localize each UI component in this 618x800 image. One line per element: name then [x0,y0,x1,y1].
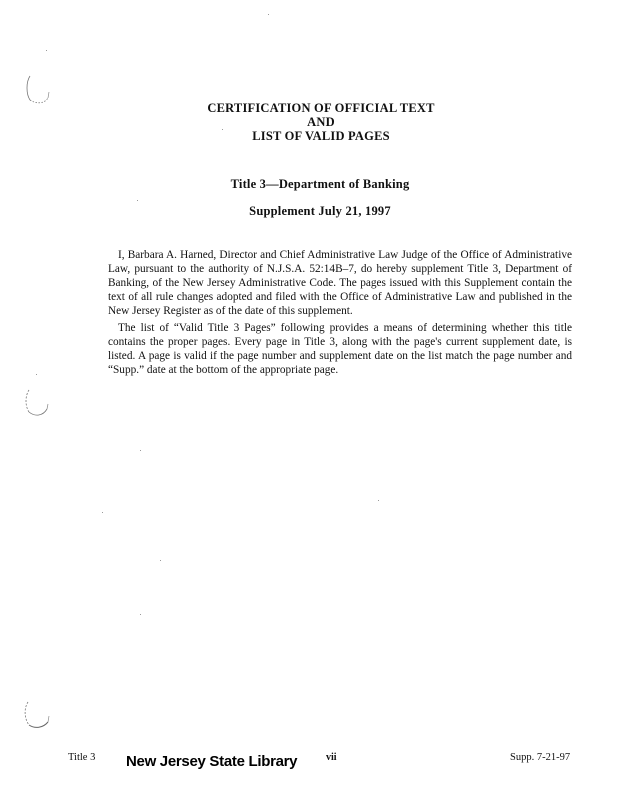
footer-title: Title 3 [68,752,96,763]
certification-paragraph: I, Barbara A. Harned, Director and Chief Administrative Law Judge of the Office of Administrative Law, pursuant to the authority of N.J.S.A. 52:14B–7, do hereby supplement Title 3, Department of Banking, of the New Jersey Administrative Code. The pages issued with this Supplement contain the text of all rule changes adopted and filed with the Office of Administrative Law and published in the New Jersey Register as of the date of this supplement. [108,249,572,318]
valid-pages-paragraph: The list of “Valid Title 3 Pages” following provides a means of determining whether this title contains the proper pages. Every page in Title 3, along with the page's current supplement date, is listed. A page is valid if the page number and supplement date on the list match the page number and “Supp.” date at the bottom of the appropriate page. [108,322,572,377]
scan-speck [378,500,379,501]
title-heading: Title 3—Department of Banking [230,177,410,191]
scan-speck [160,560,161,561]
page-number: vii [326,752,337,763]
scan-speck [46,50,47,51]
hole-punch-mark [20,384,50,420]
certification-heading: CERTIFICATION OF OFFICIAL TEXT [207,101,435,115]
library-stamp: New Jersey State Library [126,753,298,770]
scan-speck [36,374,37,375]
footer-supp-date: Supp. 7-21-97 [510,752,571,763]
hole-punch-mark [20,696,50,732]
scan-speck [140,450,141,451]
scan-speck [137,200,138,201]
scan-speck [102,512,103,513]
heading-and: AND [307,115,335,129]
scan-speck [268,14,269,15]
valid-pages-heading: LIST OF VALID PAGES [252,129,390,143]
scan-speck [140,614,141,615]
supplement-date-heading: Supplement July 21, 1997 [249,204,391,218]
